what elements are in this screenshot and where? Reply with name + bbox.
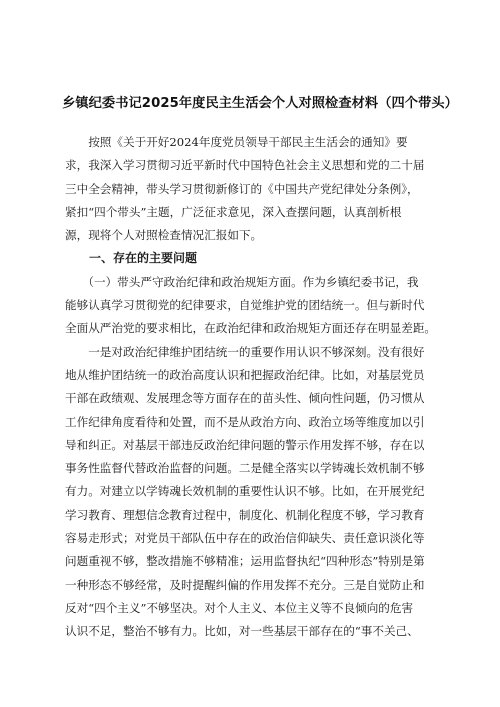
body-line: 求，我深入学习贯彻习近平新时代中国特色社会主义思想和党的二十届: [65, 158, 425, 173]
body-line: 一种形态不够经常，及时提醒纠偏的作用发挥不充分。三是自觉防止和: [65, 577, 425, 592]
section-heading: 一、存在的主要问题: [65, 251, 198, 266]
body-line: 认识不足，整治不够有力。比如，对一些基层干部存在的“事不关己、: [65, 624, 419, 639]
body-line: 源，现将个人对照检查情况汇报如下。: [65, 228, 263, 243]
body-line: 反对“四个主义”不够坚决。对个人主义、本位主义等不良倾向的危害: [65, 600, 414, 615]
body-line: 有力。对建立以学铸魂长效机制的重要性认识不够。比如，在开展党纪: [65, 484, 425, 499]
document-body: [65, 131, 437, 644]
body-line: 地从维护团结统一的政治高度认识和把握政治纪律。比如，对基层党员: [65, 367, 425, 382]
body-line: 容易走形式；对党员干部队伍中存在的政治信仰缺失、责任意识淡化等: [65, 531, 425, 546]
body-line: 紧扣“四个带头”主题，广泛征求意见，深入查摆问题，认真剖析根: [65, 204, 402, 219]
body-line: 干部在政绩观、发展理念等方面存在的苗头性、倾向性问题，仍习惯从: [65, 391, 425, 406]
body-line: 导和纠正。对基层干部违反政治纪律问题的警示作用发挥不够，存在以: [65, 437, 425, 452]
body-line: 学习教育、理想信念教育过程中，制度化、机制化程度不够，学习教育: [65, 507, 425, 522]
body-line: 全面从严治党的要求相比，在政治纪律和政治规矩方面还存在明显差距。: [65, 321, 437, 336]
body-line: 三中全会精神，带头学习贯彻新修订的《中国共产党纪律处分条例》，: [65, 181, 419, 196]
body-line: 事务性监督代替政治监督的问题。二是健全落实以学铸魂长效机制不够: [65, 461, 425, 476]
body-line: 能够认真学习贯彻党的纪律要求，自觉维护党的团结统一。但与新时代: [65, 298, 425, 313]
body-line: 工作纪律角度看待和处置，而不是从政治方向、政治立场等维度加以引: [65, 414, 425, 429]
body-line: （一）带头严守政治纪律和政治规矩方面。作为乡镇纪委书记，我: [65, 274, 419, 289]
body-line: 一是对政治纪律维护团结统一的重要作用认识不够深刻。没有很好: [65, 344, 425, 359]
body-line: 按照《关于开好2024年度党员领导干部民主生活会的通知》要: [65, 135, 408, 149]
body-line: 问题重视不够，整改措施不够精准；运用监督执纪“四种形态”特别是第: [65, 554, 425, 569]
document-title: 乡镇纪委书记2025年度民主生活会个人对照检查材料（四个带头）: [62, 96, 458, 111]
